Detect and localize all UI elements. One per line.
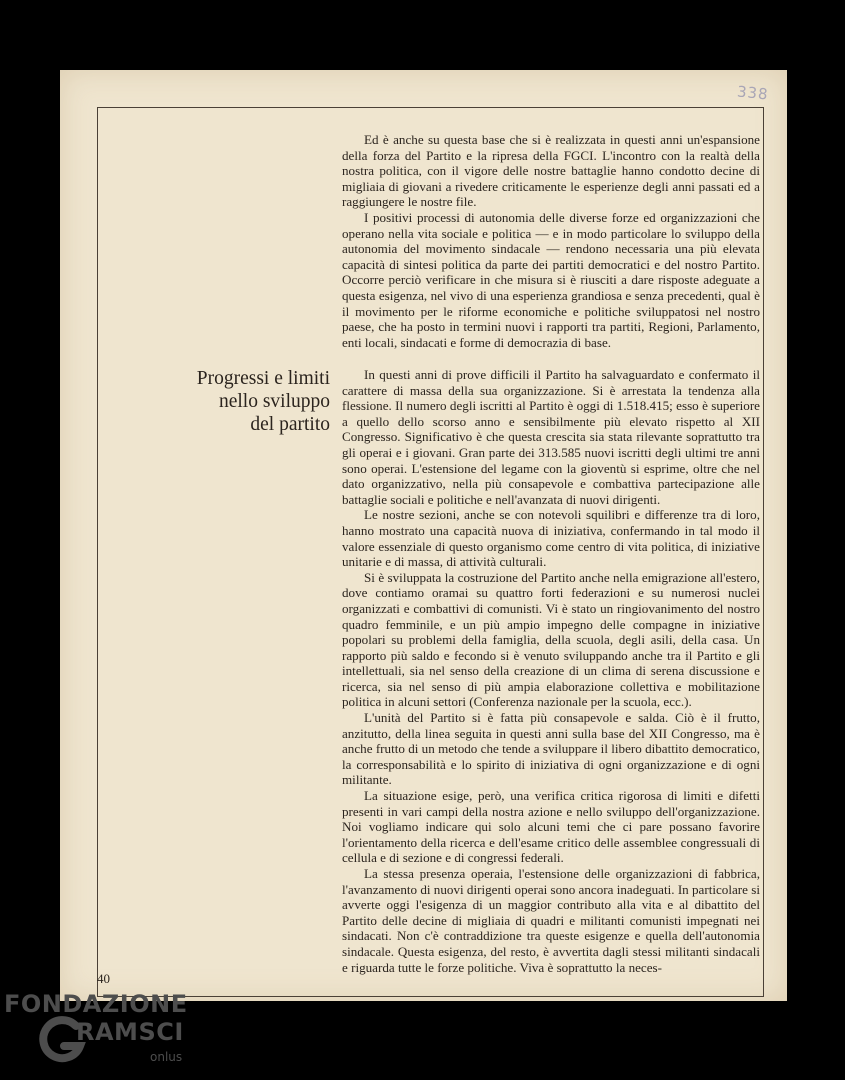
logo-line-2: RAMSCI <box>76 1018 184 1046</box>
intro-text <box>342 132 760 350</box>
paragraph: I positivi processi di autonomia delle diverse forze ed organizzazioni che operano nella vita sociale e politica — e in modo particolare lo sviluppo della autonomia del movimento sindacale — rendono necessaria una più elevata capacità di sintesi politica da parte dei partiti democratici e del nostro Partito. Occorre perciò verificare in che misura si è riusciti a dare risposte adeguate a questa esigenza, nel vivo di una esperienza grandiosa e senza precedenti, qual è il movimento per le riforme economiche e politiche sviluppatosi nel nostro paese, che ha posto in termini nuovi i rapporti tra partiti, Regioni, Parlamento, enti locali, sindacati e forme di democrazia di base. <box>342 209 760 350</box>
paragraph: L'unità del Partito si è fatta più consapevole e salda. Ciò è il frutto, anzitutto, della linea seguita in questi anni sulla base del XII Congresso, ma è anche frutto di un metodo che tende a sviluppare il libero dibattito democratico, la corresponsabilità e lo spirito di iniziativa di ogni organizzazione e di ogni militante. <box>342 710 760 788</box>
section-heading <box>150 367 330 436</box>
paragraph: La stessa presenza operaia, l'estensione delle organizzazioni di fabbrica, l'avanzamento di nuovi dirigenti operai sono ancora inadeguati. In particolare si avverte oggi l'esigenza di un maggior contributo alla vita e al dibattito del Partito delle decine di migliaia di quadri e militanti comunisti impegnati nei sindacati. Non c'è contraddizione tra queste esigenze e quella dell'autonomia sindacale. Questa esigenza, del resto, è avvertita dagli stessi militanti sindacali e riguarda tutte le forze politiche. Viva è soprattutto la neces- <box>342 866 760 975</box>
page-number: 40 <box>97 971 110 986</box>
paragraph: La situazione esige, però, una verifica critica rigorosa di limiti e difetti presenti in vari campi della nostra azione e nello sviluppo dell'organizzazione. Noi vogliamo indicare qui solo alcuni temi che ci pare possano favorire l'orientamento della ricerca e dell'esame critico delle assemblee congressuali di cellula e di sezione e di congressi federali. <box>342 788 760 866</box>
fondazione-gramsci-logo <box>4 990 209 1075</box>
logo-sub: onlus <box>150 1050 183 1064</box>
paragraph: In questi anni di prove difficili il Partito ha salvaguardato e confermato il carattere di massa della sua organizzazione. Si è arrestata la tendenza alla flessione. Il numero degli iscritti al Partito è oggi di 1.518.415; esso è superiore a quello dello scorso anno e sensibilmente più elevato rispetto al XII Congresso. Significativo è che questa crescita sia stata rilevante soprattutto tra gli operai e i giovani. Gran parte dei 313.585 nuovi iscritti degli ultimi tre anni sono operai. L'estensione del legame con la gioventù si esprime, oltre che nel dato organizzativo, nella più consapevole e combattiva partecipazione alle battaglie sociali e politiche e nell'avanzata di nuovi dirigenti. <box>342 367 760 507</box>
document-page <box>60 70 787 1001</box>
paragraph: Ed è anche su questa base che si è realizzata in questi anni un'espansione della forza del Partito e la ripresa della FGCI. L'incontro con la realtà della nostra politica, con il vigore delle nostre battaglie hanno condotto decine di migliaia di giovani a rivedere criticamente le esperienze degli anni passati ed a raggiungere le nostre file. <box>342 132 760 210</box>
heading-line: nello sviluppo <box>218 391 330 412</box>
paragraph: Si è sviluppata la costruzione del Partito anche nella emigrazione all'estero, dove contiamo oramai su quattro forti federazioni e su numerosi nuclei organizzati e combattivi di comunisti. Vi è stato un ringiovanimento del nostro quadro femminile, e un più ampio impegno delle compagne in iniziative popolari su problemi della famiglia, della scuola, degli asili, della casa. Un rapporto più saldo e fecondo si è venuto sviluppando anche tra il Partito e gli intellettuali, sia nel senso della creazione di un clima di serena discussione e ricerca, sia nel senso di più ampia elaborazione collettiva e mobilitazione politica in alcuni settori (Conferenza nazionale per la scuola, ecc.). <box>342 569 760 710</box>
paragraph: Le nostre sezioni, anche se con notevoli squilibri e differenze tra di loro, hanno mostrato una capacità nuova di iniziativa, confermando in tal modo il valore essenziale di questo organismo come centro di vita politica, di iniziative unitarie e di massa, di attività culturali. <box>342 507 760 570</box>
heading-line: Progressi e limiti <box>196 368 330 389</box>
section-text <box>342 367 760 975</box>
logo-line-1: FONDAZIONE <box>4 990 188 1018</box>
heading-line: del partito <box>250 414 330 435</box>
pencil-annotation: 338 <box>736 82 770 104</box>
